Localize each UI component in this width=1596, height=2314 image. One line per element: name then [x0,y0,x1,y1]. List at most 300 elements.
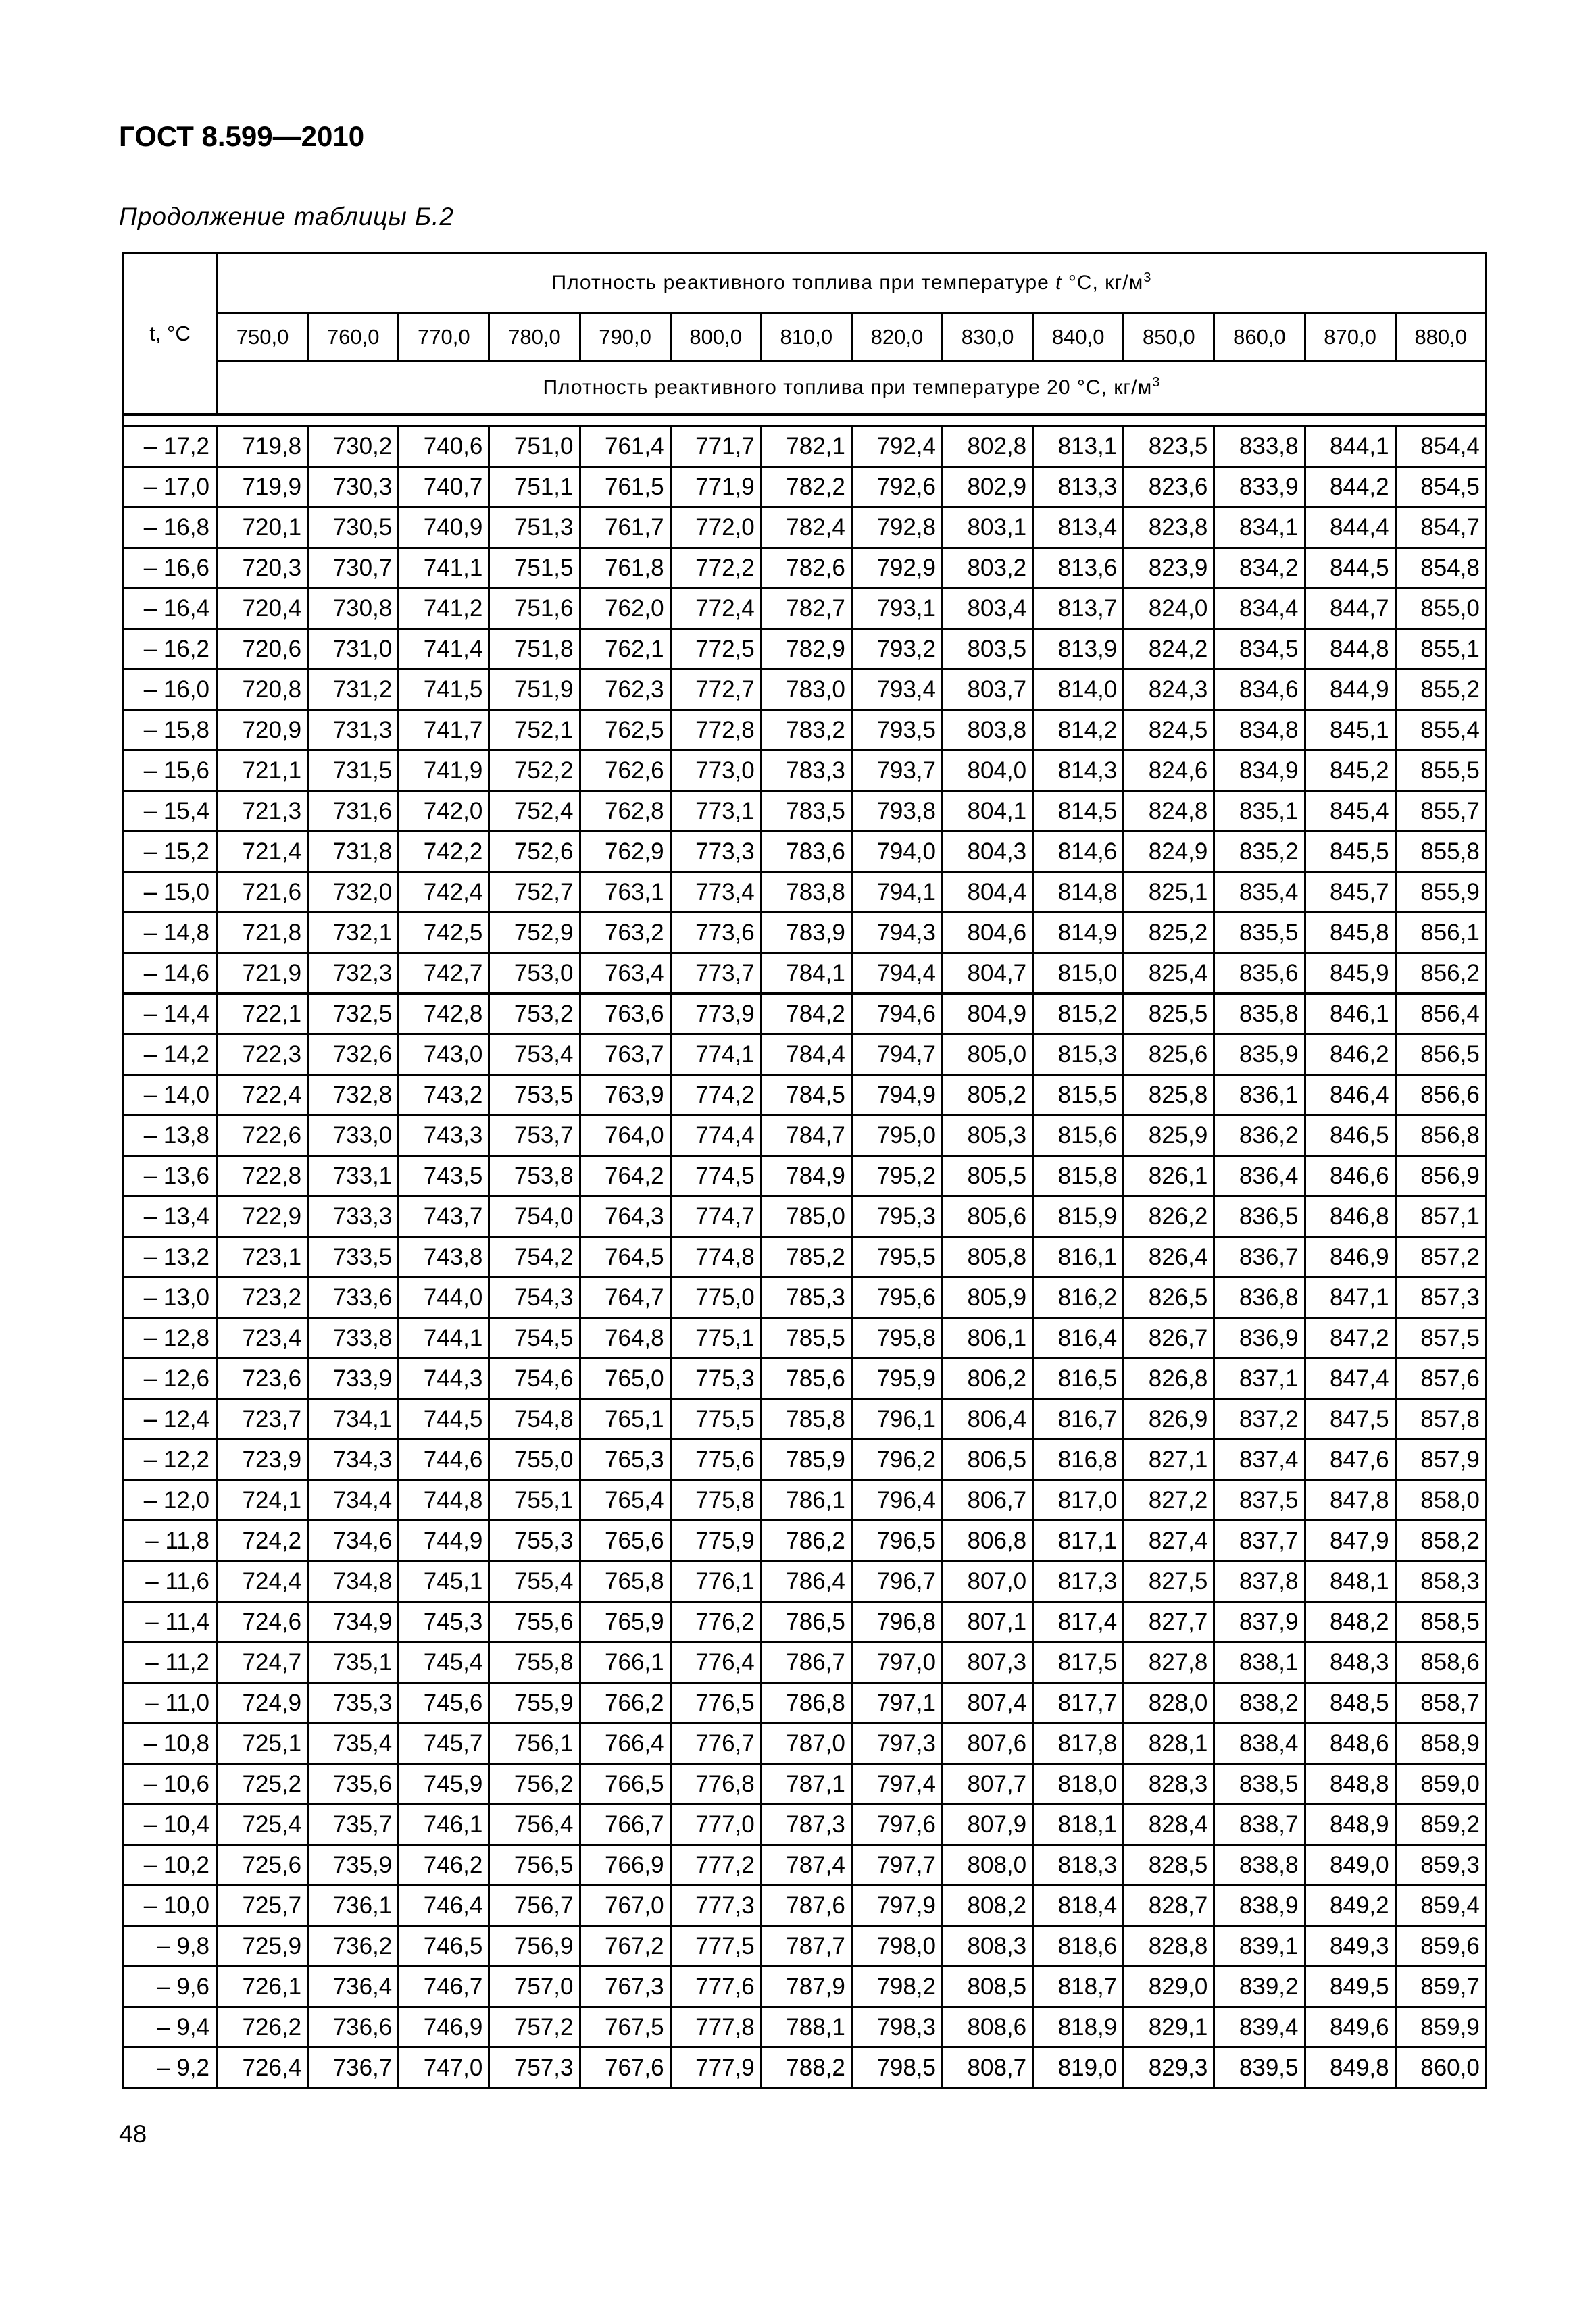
density-cell: 765,8 [580,1561,670,1602]
density-cell: 804,3 [943,832,1033,872]
temperature-cell: – 12,2 [123,1440,218,1480]
density-cell: 741,1 [399,548,489,588]
table-row [123,1521,1487,1561]
density-cell: 816,7 [1033,1399,1124,1440]
density-cell: 848,1 [1305,1561,1395,1602]
density-cell: 744,5 [399,1399,489,1440]
density-cell: 773,1 [670,791,761,832]
density-cell: 772,2 [670,548,761,588]
density-cell: 732,3 [308,953,399,994]
density-cell: 823,8 [1124,507,1214,548]
density-cell: 784,1 [761,953,851,994]
density-cell: 796,5 [851,1521,942,1561]
density-table-container [122,252,1485,2089]
density-cell: 797,0 [851,1642,942,1683]
density-cell: 787,7 [761,1926,851,1967]
temperature-cell: – 14,2 [123,1034,218,1075]
density-cell: 849,2 [1305,1886,1395,1926]
density-cell: 854,5 [1395,467,1486,507]
column-header: 810,0 [761,313,851,361]
density-cell: 804,9 [943,994,1033,1034]
density-cell: 797,9 [851,1886,942,1926]
density-cell: 752,9 [489,913,580,953]
density-cell: 786,2 [761,1521,851,1561]
density-cell: 756,5 [489,1845,580,1886]
density-cell: 788,1 [761,2007,851,2048]
temperature-cell: – 17,0 [123,467,218,507]
density-cell: 817,1 [1033,1521,1124,1561]
density-cell: 751,9 [489,670,580,710]
density-cell: 797,7 [851,1845,942,1886]
table-row [123,2048,1487,2088]
table-row [123,1318,1487,1359]
header-separator-cell [123,415,1487,426]
table-row [123,872,1487,913]
density-cell: 735,7 [308,1805,399,1845]
density-cell: 763,1 [580,872,670,913]
density-cell: 844,7 [1305,588,1395,629]
density-cell: 777,8 [670,2007,761,2048]
density-cell: 757,0 [489,1967,580,2007]
table-row [123,467,1487,507]
density-cell: 746,1 [399,1805,489,1845]
density-cell: 735,3 [308,1683,399,1724]
density-cell: 807,9 [943,1805,1033,1845]
document-code: ГОСТ 8.599—2010 [119,120,365,152]
density-cell: 746,2 [399,1845,489,1886]
density-cell: 824,2 [1124,629,1214,670]
density-cell: 817,3 [1033,1561,1124,1602]
density-cell: 763,6 [580,994,670,1034]
density-cell: 802,8 [943,426,1033,467]
temperature-cell: – 14,4 [123,994,218,1034]
density-cell: 787,3 [761,1805,851,1845]
density-cell: 833,8 [1214,426,1305,467]
density-cell: 792,9 [851,548,942,588]
density-cell: 794,9 [851,1075,942,1115]
density-cell: 782,7 [761,588,851,629]
density-cell: 793,4 [851,670,942,710]
density-cell: 805,8 [943,1237,1033,1278]
density-cell: 825,4 [1124,953,1214,994]
density-cell: 733,8 [308,1318,399,1359]
temperature-cell: – 11,0 [123,1683,218,1724]
density-cell: 767,2 [580,1926,670,1967]
density-cell: 803,5 [943,629,1033,670]
table-row [123,548,1487,588]
density-cell: 828,0 [1124,1683,1214,1724]
density-cell: 793,1 [851,588,942,629]
temperature-cell: – 9,2 [123,2048,218,2088]
density-cell: 815,9 [1033,1197,1124,1237]
temperature-cell: – 12,0 [123,1480,218,1521]
density-cell: 764,0 [580,1115,670,1156]
density-cell: 858,7 [1395,1683,1486,1724]
density-cell: 854,4 [1395,426,1486,467]
density-cell: 746,9 [399,2007,489,2048]
density-cell: 741,9 [399,751,489,791]
density-cell: 846,8 [1305,1197,1395,1237]
density-cell: 783,6 [761,832,851,872]
density-cell: 724,7 [218,1642,308,1683]
density-cell: 826,4 [1124,1237,1214,1278]
density-cell: 856,6 [1395,1075,1486,1115]
density-cell: 722,9 [218,1197,308,1237]
density-cell: 775,0 [670,1278,761,1318]
density-cell: 827,1 [1124,1440,1214,1480]
density-cell: 751,3 [489,507,580,548]
table-row [123,1197,1487,1237]
density-cell: 775,8 [670,1480,761,1521]
density-cell: 744,6 [399,1440,489,1480]
density-cell: 827,4 [1124,1521,1214,1561]
table-row [123,1967,1487,2007]
density-cell: 824,8 [1124,791,1214,832]
density-cell: 858,5 [1395,1602,1486,1642]
density-cell: 754,2 [489,1237,580,1278]
table-row [123,1602,1487,1642]
density-cell: 766,2 [580,1683,670,1724]
density-cell: 756,9 [489,1926,580,1967]
density-cell: 813,1 [1033,426,1124,467]
density-cell: 723,6 [218,1359,308,1399]
density-cell: 783,3 [761,751,851,791]
density-cell: 836,4 [1214,1156,1305,1197]
density-cell: 745,4 [399,1642,489,1683]
density-cell: 855,5 [1395,751,1486,791]
density-cell: 747,0 [399,2048,489,2088]
density-cell: 828,4 [1124,1805,1214,1845]
density-cell: 828,7 [1124,1886,1214,1926]
density-cell: 762,3 [580,670,670,710]
density-cell: 845,2 [1305,751,1395,791]
table-row [123,1561,1487,1602]
temperature-cell: – 12,8 [123,1318,218,1359]
density-cell: 857,9 [1395,1440,1486,1480]
density-cell: 725,1 [218,1724,308,1764]
density-cell: 828,5 [1124,1845,1214,1886]
density-cell: 784,7 [761,1115,851,1156]
density-cell: 723,4 [218,1318,308,1359]
temperature-cell: – 14,8 [123,913,218,953]
table-row [123,1724,1487,1764]
density-cell: 813,7 [1033,588,1124,629]
density-cell: 761,5 [580,467,670,507]
density-cell: 783,5 [761,791,851,832]
density-cell: 736,2 [308,1926,399,1967]
density-cell: 772,8 [670,710,761,751]
density-cell: 805,6 [943,1197,1033,1237]
density-cell: 848,9 [1305,1805,1395,1845]
density-cell: 815,5 [1033,1075,1124,1115]
table-row [123,1683,1487,1724]
density-cell: 846,1 [1305,994,1395,1034]
density-cell: 783,2 [761,710,851,751]
density-cell: 787,0 [761,1724,851,1764]
density-cell: 782,4 [761,507,851,548]
density-cell: 762,1 [580,629,670,670]
density-cell: 752,4 [489,791,580,832]
density-cell: 734,8 [308,1561,399,1602]
density-cell: 845,4 [1305,791,1395,832]
density-cell: 824,3 [1124,670,1214,710]
temperature-cell: – 16,4 [123,588,218,629]
density-cell: 859,9 [1395,2007,1486,2048]
density-cell: 839,1 [1214,1926,1305,1967]
density-cell: 754,0 [489,1197,580,1237]
density-cell: 798,0 [851,1926,942,1967]
density-cell: 724,4 [218,1561,308,1602]
density-cell: 755,0 [489,1440,580,1480]
temperature-cell: – 11,4 [123,1602,218,1642]
table-row [123,588,1487,629]
density-cell: 793,2 [851,629,942,670]
density-cell: 793,5 [851,710,942,751]
temperature-cell: – 9,8 [123,1926,218,1967]
density-cell: 742,7 [399,953,489,994]
density-cell: 754,5 [489,1318,580,1359]
density-cell: 824,5 [1124,710,1214,751]
density-cell: 856,8 [1395,1115,1486,1156]
density-cell: 824,6 [1124,751,1214,791]
density-cell: 720,8 [218,670,308,710]
bottom-header [218,361,1487,415]
table-row [123,1115,1487,1156]
table-row [123,994,1487,1034]
density-cell: 785,6 [761,1359,851,1399]
density-cell: 836,8 [1214,1278,1305,1318]
density-cell: 764,2 [580,1156,670,1197]
density-cell: 837,4 [1214,1440,1305,1480]
density-cell: 744,0 [399,1278,489,1318]
density-cell: 795,6 [851,1278,942,1318]
density-cell: 808,2 [943,1886,1033,1926]
density-cell: 726,1 [218,1967,308,2007]
density-cell: 735,6 [308,1764,399,1805]
density-cell: 741,2 [399,588,489,629]
density-cell: 804,4 [943,872,1033,913]
density-cell: 782,2 [761,467,851,507]
density-cell: 764,8 [580,1318,670,1359]
density-cell: 743,3 [399,1115,489,1156]
temperature-cell: – 12,4 [123,1399,218,1440]
density-cell: 849,3 [1305,1926,1395,1967]
density-cell: 797,3 [851,1724,942,1764]
density-cell: 785,9 [761,1440,851,1480]
density-cell: 824,0 [1124,588,1214,629]
density-cell: 807,0 [943,1561,1033,1602]
density-cell: 849,8 [1305,2048,1395,2088]
temperature-cell: – 14,6 [123,953,218,994]
header-row-bottom [123,361,1487,415]
temperature-cell: – 16,6 [123,548,218,588]
density-cell: 763,9 [580,1075,670,1115]
density-cell: 773,0 [670,751,761,791]
density-cell: 807,7 [943,1764,1033,1805]
density-cell: 785,5 [761,1318,851,1359]
density-cell: 764,7 [580,1278,670,1318]
density-cell: 720,4 [218,588,308,629]
column-header: 760,0 [308,313,399,361]
density-cell: 838,7 [1214,1805,1305,1845]
density-cell: 761,7 [580,507,670,548]
density-table [122,252,1487,2089]
density-cell: 816,1 [1033,1237,1124,1278]
density-cell: 764,3 [580,1197,670,1237]
density-cell: 746,5 [399,1926,489,1967]
density-cell: 796,7 [851,1561,942,1602]
table-row [123,751,1487,791]
density-cell: 767,3 [580,1967,670,2007]
density-cell: 752,1 [489,710,580,751]
density-cell: 783,9 [761,913,851,953]
density-cell: 845,9 [1305,953,1395,994]
density-cell: 835,1 [1214,791,1305,832]
density-cell: 839,4 [1214,2007,1305,2048]
density-cell: 859,2 [1395,1805,1486,1845]
density-cell: 838,8 [1214,1845,1305,1886]
density-cell: 818,4 [1033,1886,1124,1926]
density-cell: 772,7 [670,670,761,710]
density-cell: 745,6 [399,1683,489,1724]
density-cell: 723,7 [218,1399,308,1440]
density-cell: 763,2 [580,913,670,953]
density-cell: 794,7 [851,1034,942,1075]
density-cell: 827,5 [1124,1561,1214,1602]
density-cell: 816,2 [1033,1278,1124,1318]
density-cell: 827,7 [1124,1602,1214,1642]
density-cell: 804,1 [943,791,1033,832]
density-cell: 787,1 [761,1764,851,1805]
density-cell: 762,6 [580,751,670,791]
density-cell: 847,5 [1305,1399,1395,1440]
density-cell: 848,5 [1305,1683,1395,1724]
bottom-header-exp: 3 [1152,375,1161,390]
density-cell: 723,2 [218,1278,308,1318]
density-cell: 767,5 [580,2007,670,2048]
table-row [123,710,1487,751]
temperature-cell: – 13,4 [123,1197,218,1237]
density-cell: 721,3 [218,791,308,832]
density-cell: 859,6 [1395,1926,1486,1967]
temperature-cell: – 10,0 [123,1886,218,1926]
density-cell: 845,8 [1305,913,1395,953]
density-cell: 733,9 [308,1359,399,1399]
density-cell: 825,2 [1124,913,1214,953]
density-cell: 722,4 [218,1075,308,1115]
top-header [218,253,1487,313]
density-cell: 835,5 [1214,913,1305,953]
density-cell: 782,9 [761,629,851,670]
density-cell: 743,7 [399,1197,489,1237]
density-cell: 844,2 [1305,467,1395,507]
density-cell: 847,4 [1305,1359,1395,1399]
density-cell: 773,9 [670,994,761,1034]
density-cell: 854,7 [1395,507,1486,548]
density-cell: 808,7 [943,2048,1033,2088]
density-cell: 745,7 [399,1724,489,1764]
density-cell: 730,7 [308,548,399,588]
density-cell: 818,0 [1033,1764,1124,1805]
header-row-columns [123,313,1487,361]
density-cell: 742,0 [399,791,489,832]
density-cell: 733,6 [308,1278,399,1318]
density-cell: 816,5 [1033,1359,1124,1399]
density-cell: 836,9 [1214,1318,1305,1359]
density-cell: 855,0 [1395,588,1486,629]
density-cell: 787,6 [761,1886,851,1926]
density-cell: 776,2 [670,1602,761,1642]
density-cell: 834,9 [1214,751,1305,791]
density-cell: 740,6 [399,426,489,467]
density-cell: 762,0 [580,588,670,629]
density-cell: 804,6 [943,913,1033,953]
density-cell: 808,6 [943,2007,1033,2048]
table-caption: Продолжение таблицы Б.2 [119,203,454,230]
density-cell: 776,7 [670,1724,761,1764]
table-row [123,1926,1487,1967]
temperature-cell: – 13,6 [123,1156,218,1197]
density-cell: 721,9 [218,953,308,994]
column-header: 830,0 [943,313,1033,361]
density-cell: 787,9 [761,1967,851,2007]
density-cell: 818,9 [1033,2007,1124,2048]
temperature-cell: – 15,4 [123,791,218,832]
density-cell: 751,1 [489,467,580,507]
density-cell: 856,1 [1395,913,1486,953]
density-cell: 734,4 [308,1480,399,1521]
density-cell: 736,4 [308,1967,399,2007]
table-row [123,1075,1487,1115]
density-cell: 807,1 [943,1602,1033,1642]
density-cell: 837,8 [1214,1561,1305,1602]
density-cell: 733,5 [308,1237,399,1278]
table-row [123,1237,1487,1278]
density-cell: 736,6 [308,2007,399,2048]
density-cell: 797,1 [851,1683,942,1724]
density-cell: 730,2 [308,426,399,467]
density-cell: 784,2 [761,994,851,1034]
density-cell: 806,2 [943,1359,1033,1399]
density-cell: 765,0 [580,1359,670,1399]
density-cell: 721,4 [218,832,308,872]
density-cell: 814,3 [1033,751,1124,791]
table-row [123,426,1487,467]
density-cell: 817,7 [1033,1683,1124,1724]
density-cell: 836,7 [1214,1237,1305,1278]
density-cell: 731,0 [308,629,399,670]
density-cell: 816,8 [1033,1440,1124,1480]
density-cell: 794,6 [851,994,942,1034]
density-cell: 823,5 [1124,426,1214,467]
density-cell: 726,2 [218,2007,308,2048]
density-cell: 744,8 [399,1480,489,1521]
density-cell: 775,3 [670,1359,761,1399]
density-cell: 775,5 [670,1399,761,1440]
density-cell: 743,8 [399,1237,489,1278]
density-cell: 835,2 [1214,832,1305,872]
density-cell: 763,7 [580,1034,670,1075]
density-cell: 725,9 [218,1926,308,1967]
column-header: 880,0 [1395,313,1486,361]
density-cell: 803,4 [943,588,1033,629]
density-cell: 848,6 [1305,1724,1395,1764]
density-cell: 795,2 [851,1156,942,1197]
density-cell: 721,8 [218,913,308,953]
density-cell: 719,9 [218,467,308,507]
density-cell: 796,1 [851,1399,942,1440]
density-cell: 829,1 [1124,2007,1214,2048]
